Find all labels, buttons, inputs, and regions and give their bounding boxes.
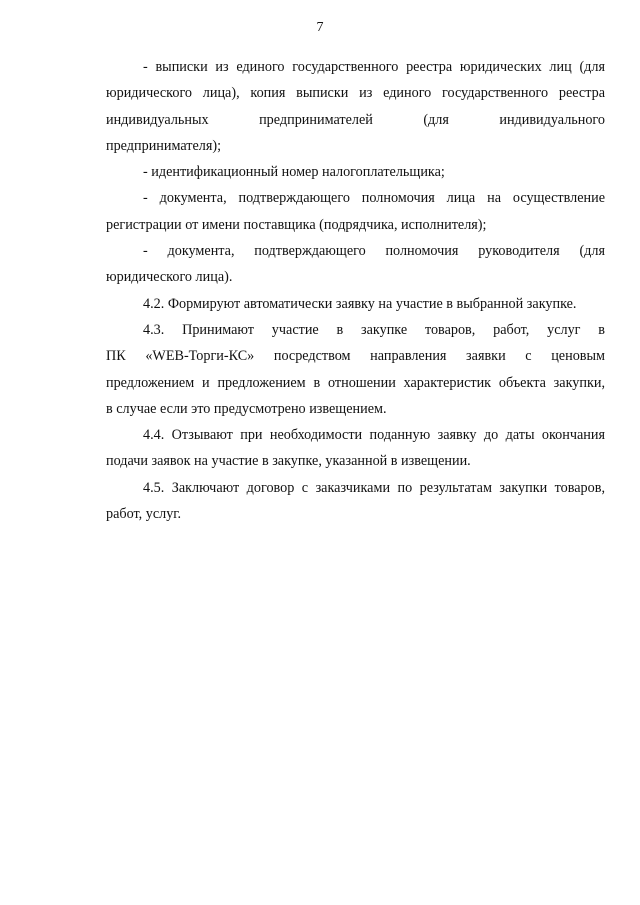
clause-4-2 [106,291,605,317]
text-line: подачи заявок на участие в закупке, указанной в извещении. [106,453,471,470]
text-line: индивидуальных предпринимателей (для индивидуального [106,111,605,128]
text-line: 4.3. Принимают участие в закупке товаров, работ, услуг в [143,321,605,338]
text-line: работ, услуг. [106,506,182,523]
text-line: - документа, подтверждающего полномочия руководителя (для [143,243,605,260]
text-line: 4.2. Формируют автоматически заявку на участие в выбранной закупке. [143,295,577,312]
text-line: регистрации от имени поставщика (подрядчика, исполнителя); [106,216,487,233]
list-item-inn [106,159,605,185]
text-line: - выписки из единого государственного реестра юридических лиц (для [143,59,605,75]
clause-4-5 [106,475,605,528]
text-line: предложением и предложением в отношении характеристик объекта закупки, [106,374,605,391]
list-item-authority-document [106,185,605,238]
text-line: - документа, подтверждающего полномочия лица на осуществление [143,190,605,207]
clause-4-4 [106,422,605,475]
text-line: в случае если это предусмотрено извещением. [106,400,387,417]
list-item-egrul-extract [106,54,605,159]
text-line: - идентификационный номер налогоплательщика; [143,164,445,181]
text-line: юридического лица), копия выписки из единого государственного реестра [106,85,605,102]
text-line: юридического лица). [106,269,233,286]
page-number: 7 [316,20,324,35]
text-line: 4.4. Отзывают при необходимости поданную заявку до даты окончания [143,427,605,444]
list-item-head-authority-document [106,238,605,291]
text-line: ПК «WEB-Торги-КС» посредством направления заявки с ценовым [106,348,605,365]
text-line: 4.5. Заключают договор с заказчиками по результатам закупки товаров, [143,479,605,496]
clause-4-3 [106,317,605,422]
document-body [106,54,605,527]
text-line: предпринимателя); [106,137,222,154]
